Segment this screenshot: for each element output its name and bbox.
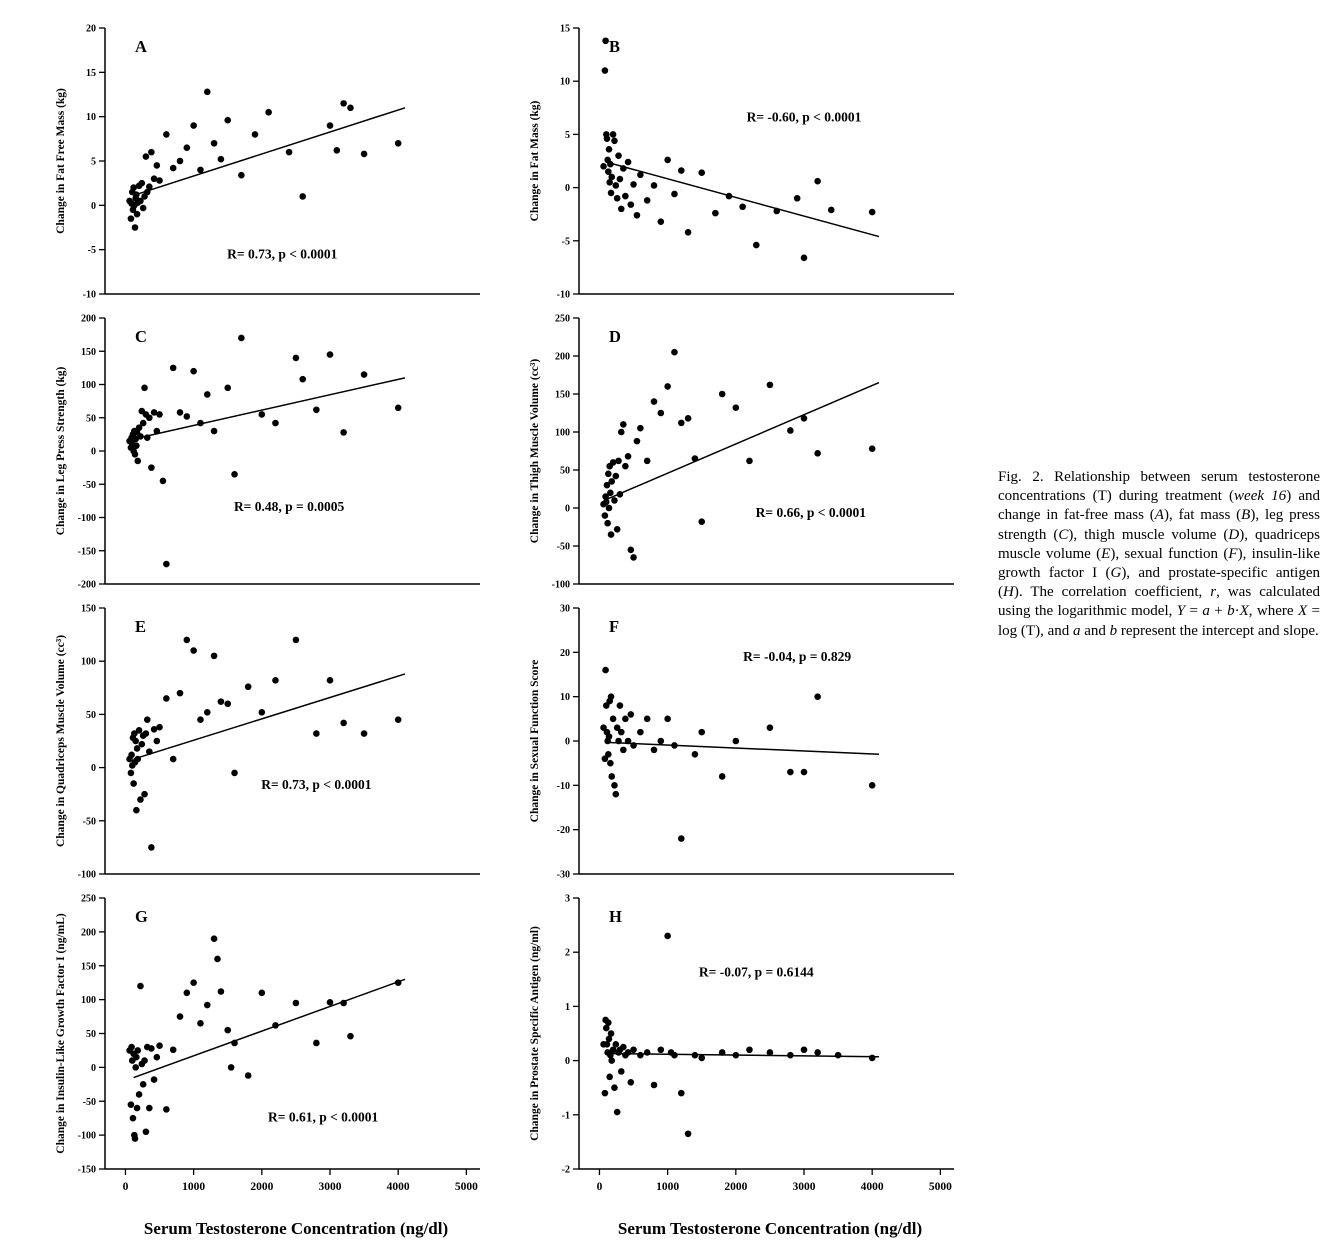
svg-text:15: 15 [86, 67, 96, 79]
scatter-plot-quadriceps-volume [50, 596, 500, 886]
svg-text:50: 50 [86, 1029, 96, 1040]
scatter-plot-psa [524, 886, 974, 1211]
svg-text:100: 100 [81, 656, 96, 668]
svg-text:Change in Leg Press Strength (: Change in Leg Press Strength (kg) [55, 366, 67, 536]
svg-text:15: 15 [560, 23, 570, 35]
scatter-plot-fat-mass [524, 16, 974, 306]
svg-text:R= 0.73, p < 0.0001: R= 0.73, p < 0.0001 [261, 776, 372, 792]
svg-text:0: 0 [565, 503, 570, 515]
svg-text:R= 0.48, p = 0.0005: R= 0.48, p = 0.0005 [233, 498, 345, 514]
svg-text:-100: -100 [77, 1130, 96, 1142]
svg-text:R= 0.73, p < 0.0001: R= 0.73, p < 0.0001 [227, 246, 338, 262]
svg-text:-5: -5 [87, 245, 96, 257]
svg-text:5000: 5000 [454, 1181, 478, 1193]
svg-text:R= 0.66, p < 0.0001: R= 0.66, p < 0.0001 [755, 505, 866, 521]
svg-text:-30: -30 [556, 869, 570, 881]
svg-text:20: 20 [560, 647, 570, 659]
svg-text:50: 50 [86, 413, 96, 425]
svg-text:B: B [609, 37, 621, 56]
svg-text:0: 0 [565, 1056, 570, 1068]
svg-text:4000: 4000 [860, 1181, 884, 1193]
panel-igf [50, 886, 500, 1211]
svg-text:150: 150 [81, 346, 96, 358]
x-axis-title-right: Serum Testosterone Concentration (ng/dl) [617, 1219, 923, 1238]
svg-text:200: 200 [81, 313, 96, 325]
svg-text:-50: -50 [82, 479, 96, 491]
svg-text:2000: 2000 [724, 1181, 748, 1193]
svg-text:R= 0.61, p < 0.0001: R= 0.61, p < 0.0001 [268, 1109, 379, 1125]
svg-text:0: 0 [91, 1062, 96, 1074]
svg-text:4000: 4000 [386, 1181, 410, 1193]
svg-text:Change in Prostate Specific An: Change in Prostate Specific Antigen (ng/ml) [529, 926, 541, 1141]
svg-text:200: 200 [555, 351, 570, 363]
svg-text:1000: 1000 [656, 1181, 680, 1193]
svg-text:C: C [135, 327, 147, 346]
svg-text:-10: -10 [82, 289, 96, 301]
svg-text:-1: -1 [561, 1110, 570, 1122]
svg-text:-50: -50 [82, 816, 96, 828]
svg-text:100: 100 [555, 427, 570, 439]
svg-text:250: 250 [555, 313, 570, 325]
svg-text:-10: -10 [556, 780, 570, 792]
svg-text:3000: 3000 [792, 1181, 816, 1193]
svg-text:0: 0 [122, 1181, 129, 1193]
scatter-plot-igf [50, 886, 500, 1211]
plot-column-right [524, 16, 974, 1239]
svg-text:150: 150 [555, 389, 570, 401]
svg-text:0: 0 [565, 736, 570, 748]
panel-sexual-function [524, 596, 974, 886]
svg-text:10: 10 [560, 692, 570, 704]
svg-text:50: 50 [86, 709, 96, 721]
svg-text:100: 100 [81, 380, 96, 391]
plot-column-left [50, 16, 500, 1239]
svg-text:200: 200 [81, 927, 96, 939]
svg-text:Change in Fat Free Mass (kg): Change in Fat Free Mass (kg) [55, 88, 67, 234]
svg-text:0: 0 [91, 200, 96, 212]
panel-quadriceps-volume [50, 596, 500, 886]
svg-text:1: 1 [565, 1001, 570, 1013]
svg-text:A: A [135, 37, 147, 56]
svg-text:10: 10 [560, 76, 570, 88]
panel-thigh-volume [524, 306, 974, 596]
scatter-plot-thigh-volume [524, 306, 974, 596]
svg-text:3000: 3000 [318, 1181, 342, 1193]
svg-text:Change in Sexual Function Scor: Change in Sexual Function Score [529, 659, 541, 823]
svg-text:-50: -50 [556, 541, 570, 553]
svg-text:Change in Thigh Muscle Volume: Change in Thigh Muscle Volume (cc³) [529, 358, 541, 544]
x-axis-title-left: Serum Testosterone Concentration (ng/dl) [143, 1219, 449, 1238]
svg-text:-2: -2 [561, 1164, 570, 1176]
svg-text:-5: -5 [561, 236, 570, 248]
panel-fat-free-mass [50, 16, 500, 306]
svg-text:2: 2 [565, 947, 570, 959]
svg-text:Change in Fat Mass (kg): Change in Fat Mass (kg) [529, 100, 541, 222]
svg-text:150: 150 [81, 603, 96, 615]
panel-fat-mass [524, 16, 974, 306]
svg-text:0: 0 [596, 1181, 603, 1193]
svg-text:R= -0.60, p < 0.0001: R= -0.60, p < 0.0001 [746, 109, 862, 125]
svg-text:Change in Insulin-Like Growth: Change in Insulin-Like Growth Factor I (ng/mL) [55, 913, 67, 1154]
panel-leg-press-strength [50, 306, 500, 596]
svg-text:R= -0.07, p = 0.6144: R= -0.07, p = 0.6144 [698, 964, 814, 980]
svg-text:-100: -100 [551, 579, 570, 591]
svg-text:R= -0.04, p = 0.829: R= -0.04, p = 0.829 [743, 649, 852, 665]
svg-text:-100: -100 [77, 869, 96, 881]
svg-text:5000: 5000 [928, 1181, 952, 1193]
svg-text:100: 100 [81, 995, 96, 1007]
svg-text:-200: -200 [77, 579, 96, 591]
svg-text:0: 0 [91, 763, 96, 775]
svg-text:-20: -20 [556, 825, 570, 837]
svg-text:50: 50 [560, 465, 570, 477]
caption-column [998, 16, 1320, 641]
svg-text:F: F [609, 617, 620, 636]
svg-text:Change in Quadriceps Muscle Vo: Change in Quadriceps Muscle Volume (cc³) [55, 634, 67, 848]
svg-text:E: E [135, 617, 147, 636]
svg-text:3: 3 [565, 893, 570, 905]
svg-text:-10: -10 [556, 289, 570, 301]
scatter-plot-fat-free-mass [50, 16, 500, 306]
figure-caption: Fig. 2. Relationship between serum testosterone concentrations (T) during treatment (week 16) and change in fat-free mass (A), fat mass (B), leg press strength (C), thigh muscle volume (D), quadriceps muscle volume (E), sexual function (F), insulin-like growth factor I (G), and prostate-specific antigen (H). The correlation coefficient, r, was calculated using the logarithmic model, Y = a + b·X, where X = log (T), and a and b represent the intercept and slope. [998, 469, 1320, 639]
svg-text:-50: -50 [82, 1096, 96, 1108]
svg-text:20: 20 [86, 23, 96, 35]
svg-text:D: D [609, 327, 621, 346]
svg-text:H: H [609, 907, 622, 926]
svg-text:30: 30 [560, 603, 570, 615]
svg-text:-100: -100 [77, 513, 96, 524]
svg-text:-150: -150 [77, 1164, 96, 1176]
svg-text:-150: -150 [77, 546, 96, 558]
svg-text:5: 5 [91, 156, 96, 168]
panel-psa [524, 886, 974, 1211]
svg-text:2000: 2000 [250, 1181, 274, 1193]
svg-text:G: G [135, 907, 148, 926]
scatter-plot-sexual-function [524, 596, 974, 886]
svg-text:0: 0 [91, 446, 96, 458]
svg-text:250: 250 [81, 893, 96, 905]
svg-text:5: 5 [565, 129, 570, 141]
svg-text:10: 10 [86, 112, 96, 124]
svg-text:1000: 1000 [182, 1181, 206, 1193]
svg-text:150: 150 [81, 961, 96, 973]
svg-text:0: 0 [565, 183, 570, 195]
scatter-plot-leg-press-strength [50, 306, 500, 596]
